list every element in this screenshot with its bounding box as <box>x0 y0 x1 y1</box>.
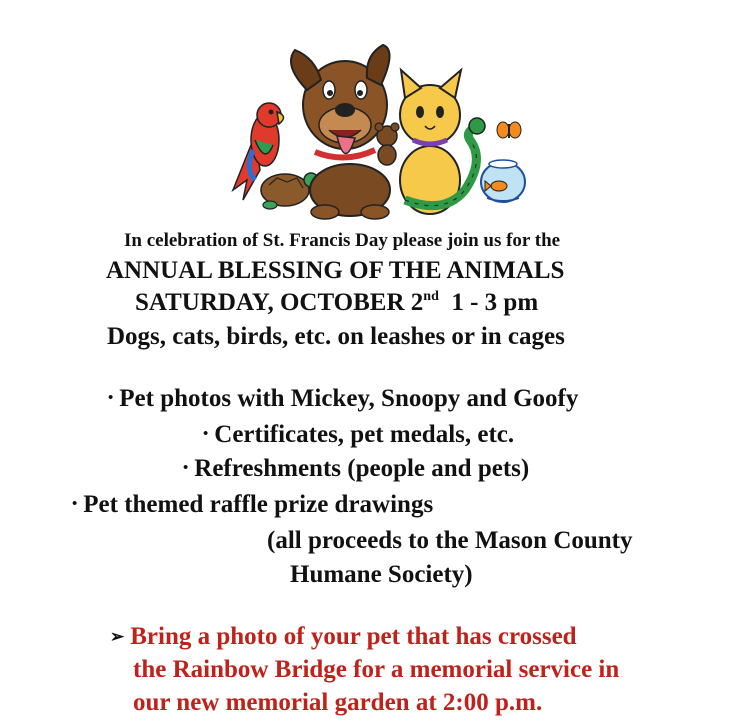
date-ordinal: nd <box>423 289 439 304</box>
arrow-icon: ➢ <box>110 627 125 646</box>
raffle-note-line-1: (all proceeds to the Mason County <box>267 527 633 554</box>
list-item <box>203 421 514 449</box>
bullet-icon: • <box>108 390 114 406</box>
list-item <box>108 385 578 413</box>
bullet-icon: • <box>183 460 189 476</box>
memorial-line-2: the Rainbow Bridge for a memorial service in <box>133 656 620 683</box>
cat-icon <box>400 70 461 214</box>
bullet-icon: • <box>203 426 209 442</box>
raffle-note-line-2: Humane Society) <box>290 561 473 588</box>
teddy-bear-icon <box>375 123 399 165</box>
memorial-line-3: our new memorial garden at 2:00 p.m. <box>133 689 543 716</box>
list-item-text: Refreshments (people and pets) <box>194 455 530 482</box>
event-note: Dogs, cats, birds, etc. on leashes or in cages <box>107 323 565 350</box>
bullet-icon: • <box>72 496 78 512</box>
event-title: ANNUAL BLESSING OF THE ANIMALS <box>106 257 565 284</box>
animals-illustration <box>225 40 535 220</box>
list-item-text: Certificates, pet medals, etc. <box>214 421 515 448</box>
list-item <box>72 491 433 519</box>
goldfish-bowl-icon <box>481 160 525 202</box>
event-date: SATURDAY, OCTOBER 2 <box>135 289 424 316</box>
list-item-text: Pet themed raffle prize drawings <box>83 491 434 518</box>
memorial-text-1: Bring a photo of your pet that has crossed <box>130 623 577 650</box>
butterfly-icon <box>497 122 521 138</box>
memorial-line-1 <box>110 623 577 651</box>
list-item-text: Pet photos with Mickey, Snoopy and Goofy <box>119 385 579 412</box>
event-time: 1 - 3 pm <box>451 289 539 316</box>
event-date-time <box>135 289 538 317</box>
list-item <box>183 455 529 483</box>
intro-text: In celebration of St. Francis Day please join us for the <box>124 230 561 251</box>
